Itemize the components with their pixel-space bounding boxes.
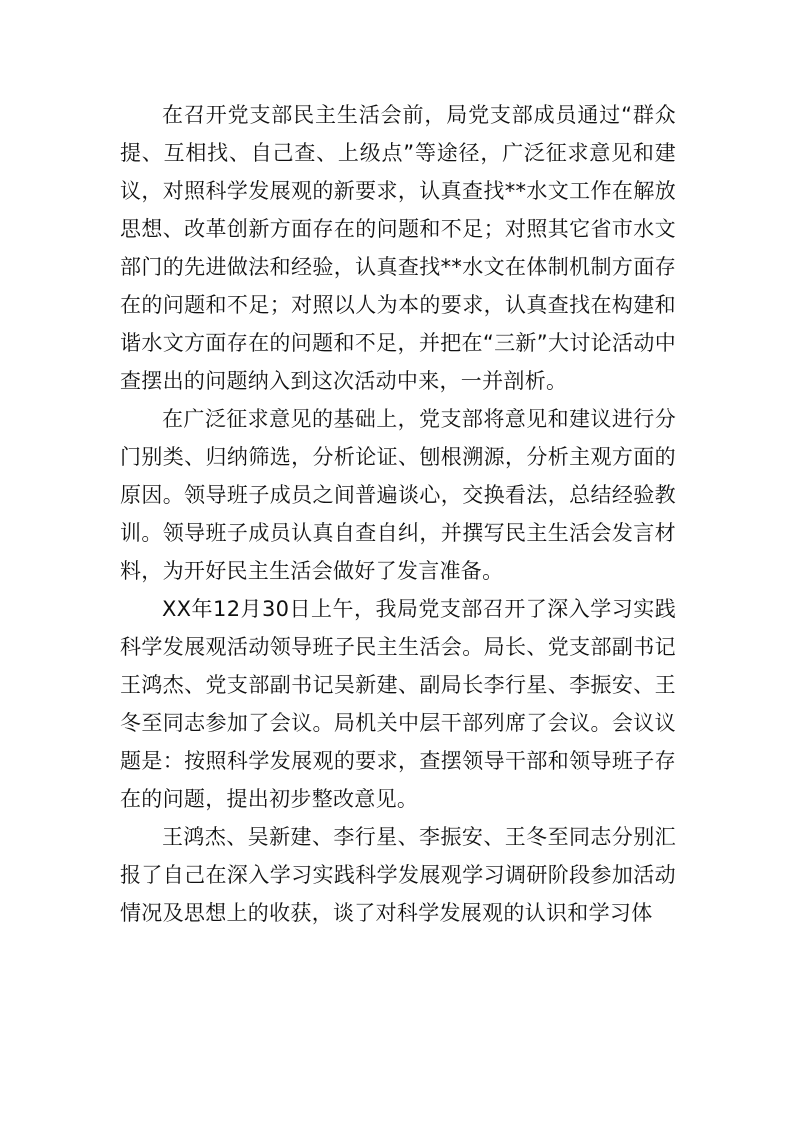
paragraph-1: 在召开党支部民主生活会前，局党支部成员通过“群众提、互相找、自己查、上级点”等途径，广泛征求意见和建议，对照科学发展观的新要求，认真查找**水文工作在解放思想、改革创新方面存在的问题和不足；对照其它省市水文部门的先进做法和经验，认真查找**水文在体制机制方面存在的问题和不足；对照以人为本的要求，认真查找在构建和谐水文方面存在的问题和不足，并把在“三新”大讨论活动中查摆出的问题纳入到这次活动中来，一并剖析。 — [120, 103, 676, 393]
document-body — [120, 96, 676, 932]
paragraph-2: 在广泛征求意见的基础上，党支部将意见和建议进行分门别类、归纳筛选，分析论证、刨根溯源，分析主观方面的原因。领导班子成员之间普遍谈心，交换看法，总结经验教训。领导班子成员认真自查自纠，并撰写民主生活会发言材料，为开好民主生活会做好了发言准备。 — [120, 407, 676, 583]
paragraph-3: XX年12月30日上午，我局党支部召开了深入学习实践科学发展观活动领导班子民主生活会。局长、党支部副书记王鸿杰、党支部副书记吴新建、副局长李行星、李振安、王冬至同志参加了会议。局机关中层干部列席了会议。会议议题是：按照科学发展观的要求，查摆领导干部和领导班子存在的问题，提出初步整改意见。 — [120, 597, 676, 811]
paragraph-4: 王鸿杰、吴新建、李行星、李振安、王冬至同志分别汇报了自己在深入学习实践科学发展观学习调研阶段参加活动情况及思想上的收获，谈了对科学发展观的认识和学习体 — [120, 825, 676, 925]
